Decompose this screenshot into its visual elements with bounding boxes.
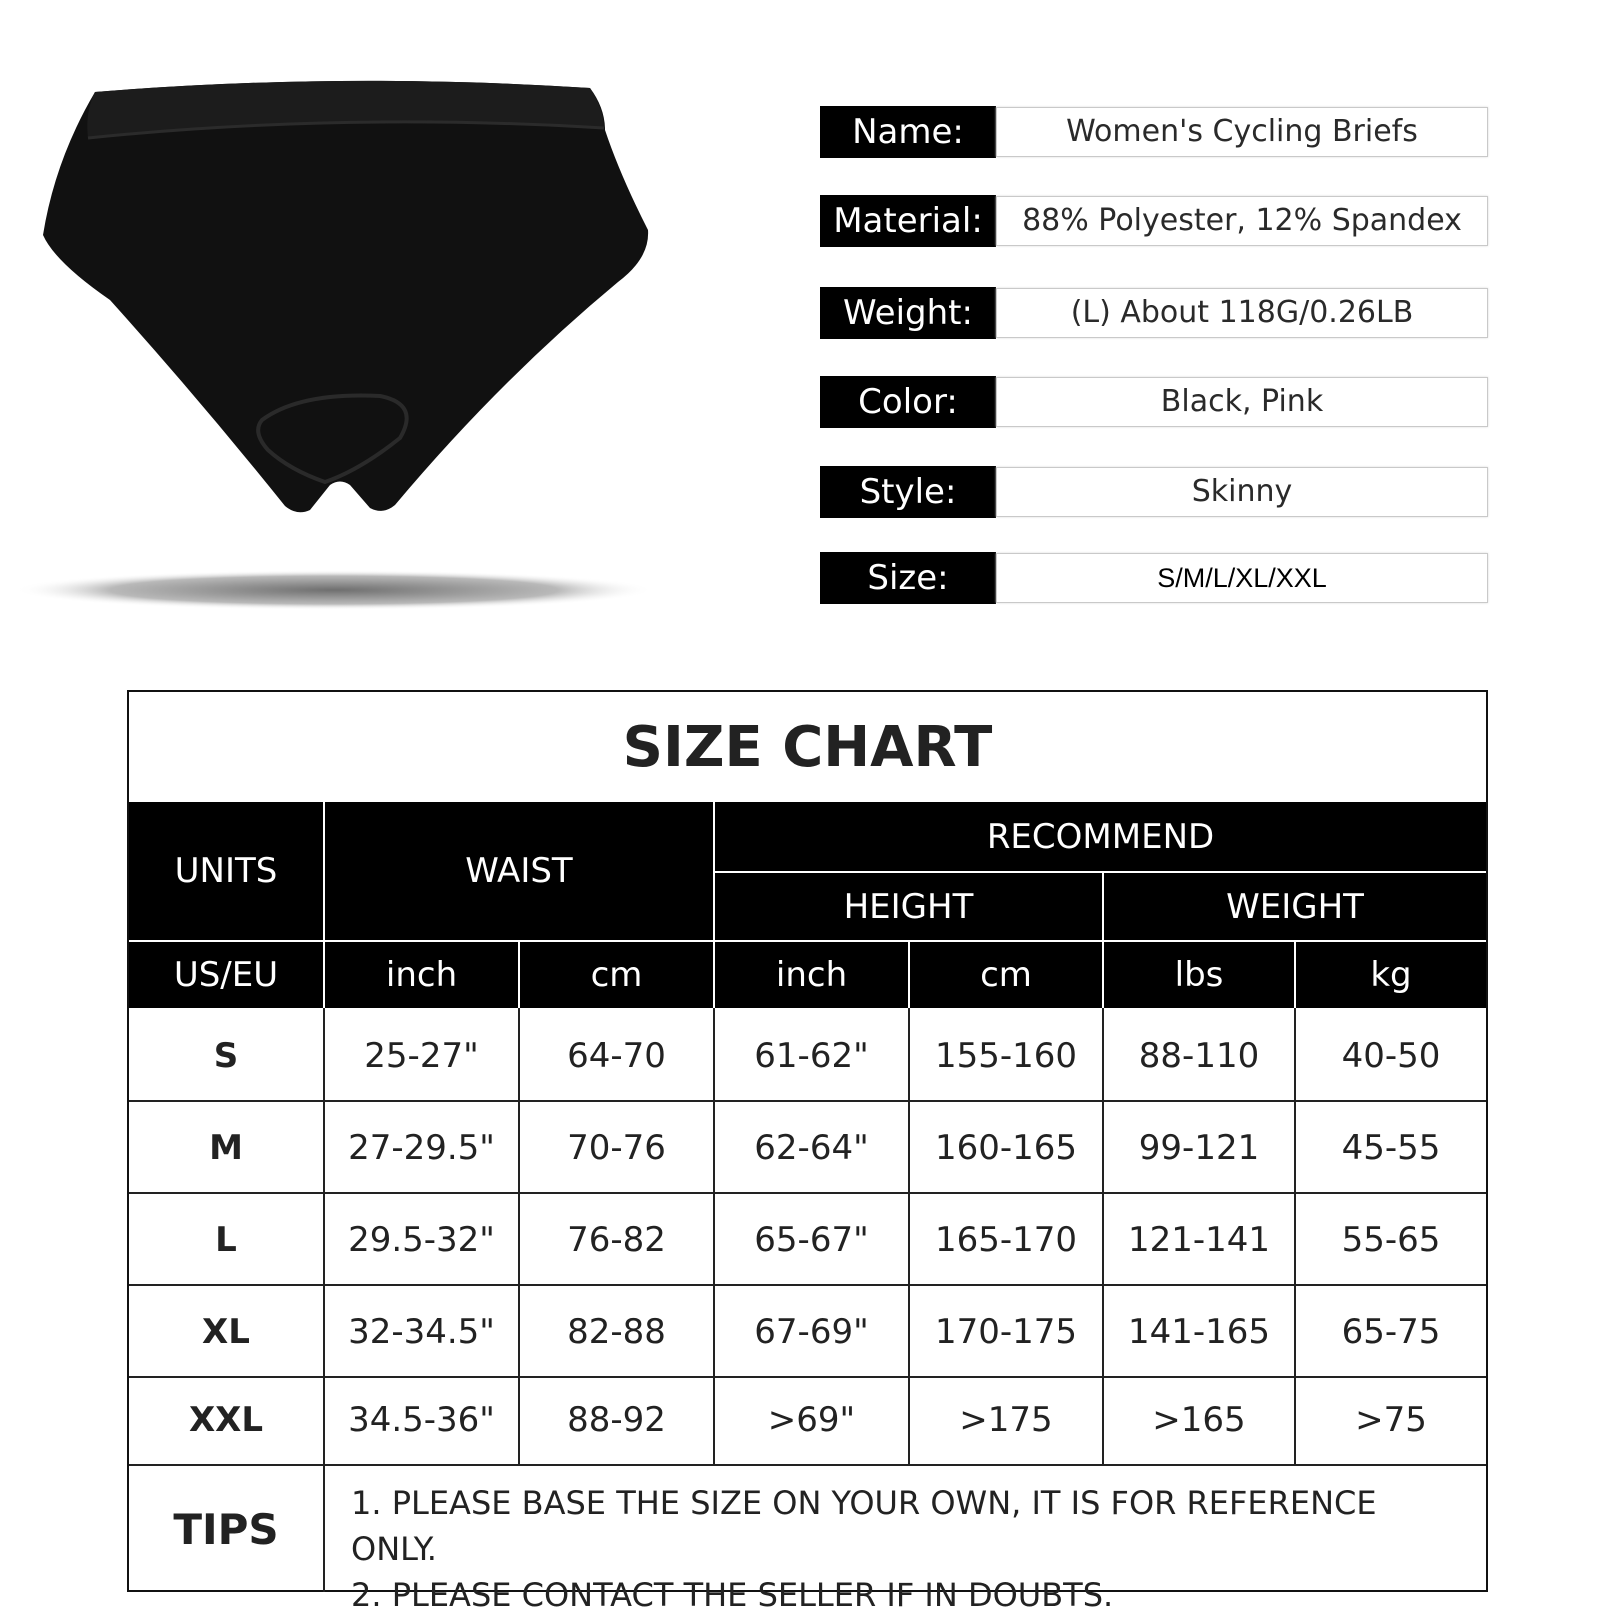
weight-lbs: 121-141 — [1127, 1219, 1271, 1260]
height-inch: 65-67" — [754, 1219, 869, 1260]
subheader-height-inch: inch — [715, 942, 908, 1008]
weight-kg: 55-65 — [1341, 1219, 1441, 1260]
height-inch: 67-69" — [754, 1311, 869, 1352]
weight-kg: >75 — [1355, 1400, 1427, 1440]
tips-label: TIPS — [173, 1504, 279, 1554]
spec-value: Women's Cycling Briefs — [996, 107, 1488, 157]
spec-row-weight — [820, 287, 1488, 339]
spec-row-color — [820, 376, 1488, 428]
spec-value: Black, Pink — [996, 377, 1488, 427]
size-chart-title: SIZE CHART — [622, 715, 993, 780]
header-height: HEIGHT — [715, 873, 1102, 940]
spec-label: Style: — [820, 466, 996, 518]
spec-label: Material: — [820, 195, 996, 247]
size-chart — [127, 690, 1488, 1614]
waist-cm: 88-92 — [567, 1400, 666, 1440]
weight-lbs: 141-165 — [1127, 1311, 1271, 1352]
spec-row-material — [820, 195, 1488, 247]
height-cm: 165-170 — [934, 1219, 1078, 1260]
subheader-height-cm: cm — [910, 942, 1102, 1008]
tips-text — [351, 1480, 1471, 1618]
height-cm: 155-160 — [934, 1035, 1078, 1076]
waist-inch: 27-29.5" — [348, 1127, 495, 1168]
tip-line: 1. PLEASE BASE THE SIZE ON YOUR OWN, IT IS FOR REFERENCE ONLY. — [351, 1484, 1377, 1568]
height-cm: >175 — [959, 1400, 1053, 1440]
subheader-lbs: lbs — [1104, 942, 1294, 1008]
waist-inch: 34.5-36" — [348, 1400, 495, 1440]
size-label: XL — [202, 1311, 250, 1352]
waist-cm: 76-82 — [567, 1219, 666, 1260]
spec-value: 88% Polyester, 12% Spandex — [996, 196, 1488, 246]
height-inch: >69" — [767, 1400, 856, 1440]
size-label: S — [213, 1035, 239, 1076]
weight-kg: 45-55 — [1341, 1127, 1441, 1168]
size-label: M — [209, 1127, 243, 1168]
weight-lbs: >165 — [1152, 1400, 1246, 1440]
header-waist: WAIST — [325, 802, 713, 940]
height-cm: 170-175 — [934, 1311, 1078, 1352]
spec-value: S/M/L/XL/XXL — [996, 553, 1488, 603]
weight-lbs: 99-121 — [1138, 1127, 1260, 1168]
spec-row-style — [820, 466, 1488, 518]
waist-inch: 29.5-32" — [348, 1219, 495, 1260]
subheader-kg: kg — [1296, 942, 1486, 1008]
spec-value: (L) About 118G/0.26LB — [996, 288, 1488, 338]
cycling-briefs-image — [0, 0, 680, 640]
size-label: L — [215, 1219, 237, 1260]
spec-label: Weight: — [820, 287, 996, 339]
header-units: UNITS — [129, 802, 323, 940]
briefs-body — [43, 81, 648, 512]
header-recommend: RECOMMEND — [715, 802, 1486, 871]
height-inch: 61-62" — [754, 1035, 869, 1076]
subheader-waist-cm: cm — [520, 942, 713, 1008]
weight-kg: 65-75 — [1341, 1311, 1441, 1352]
weight-lbs: 88-110 — [1138, 1035, 1260, 1076]
spec-label: Name: — [820, 106, 996, 158]
tip-line: 2. PLEASE CONTACT THE SELLER IF IN DOUBTS. — [351, 1576, 1114, 1614]
product-shadow — [14, 570, 654, 610]
waist-inch: 32-34.5" — [348, 1311, 495, 1352]
row-divider — [129, 1464, 1486, 1466]
waist-cm: 64-70 — [567, 1035, 666, 1076]
spec-row-size — [820, 552, 1488, 604]
height-inch: 62-64" — [754, 1127, 869, 1168]
size-label: XXL — [188, 1400, 264, 1440]
waist-cm: 82-88 — [567, 1311, 666, 1352]
spec-row-name — [820, 106, 1488, 158]
height-cm: 160-165 — [934, 1127, 1078, 1168]
subheader-waist-inch: inch — [325, 942, 518, 1008]
header-weight: WEIGHT — [1104, 873, 1486, 940]
waist-inch: 25-27" — [364, 1035, 479, 1076]
spec-value: Skinny — [996, 467, 1488, 517]
weight-kg: 40-50 — [1341, 1035, 1441, 1076]
spec-label: Color: — [820, 376, 996, 428]
waist-cm: 70-76 — [567, 1127, 666, 1168]
subheader-us-eu: US/EU — [129, 942, 323, 1008]
spec-label: Size: — [820, 552, 996, 604]
